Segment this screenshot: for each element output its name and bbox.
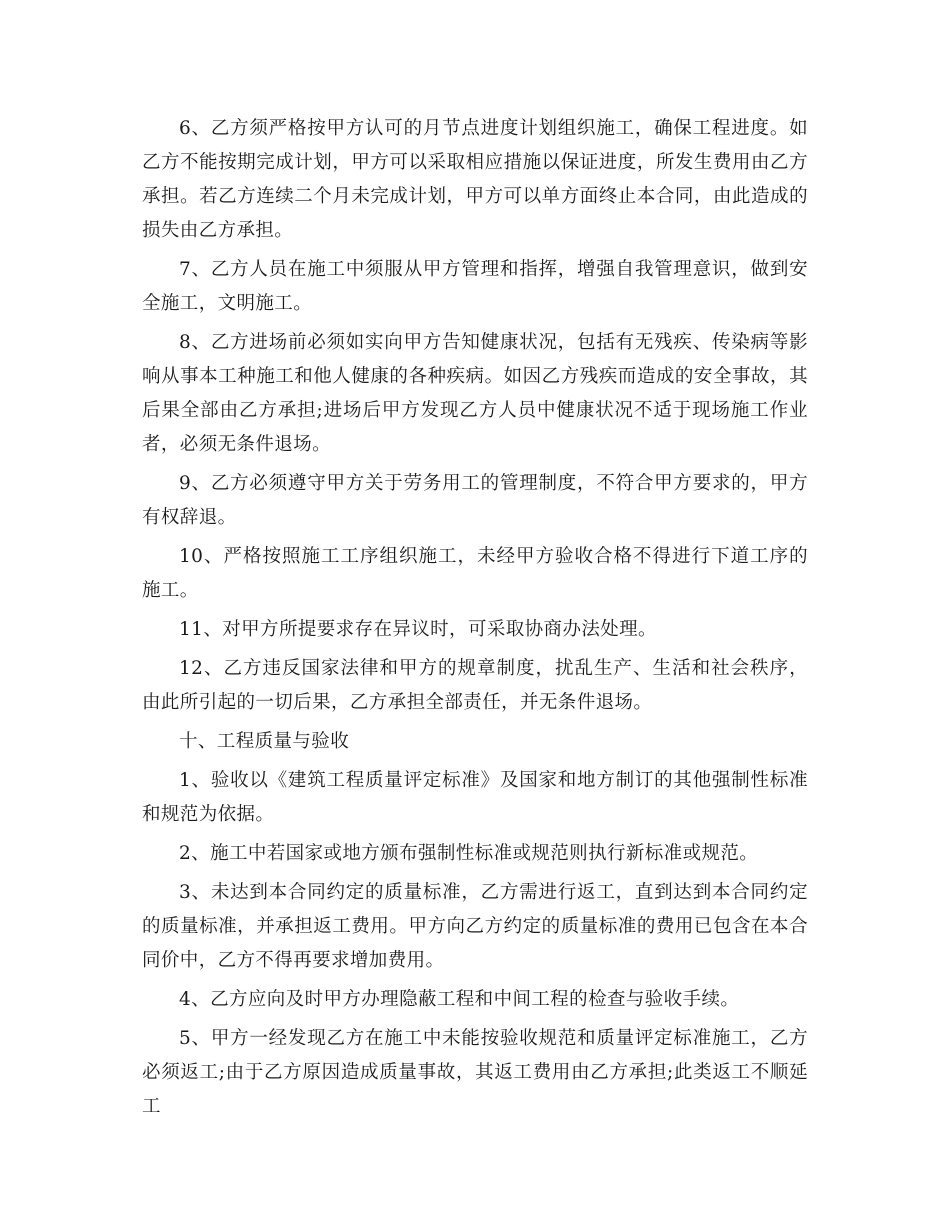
paragraph-clause-10: 10、严格按照施工工序组织施工，未经甲方验收合格不得进行下道工序的施工。 xyxy=(142,546,808,601)
paragraph-clause-12: 12、乙方违反国家法律和甲方的规章制度，扰乱生产、生活和社会秩序，由此所引起的一切后果，乙方承担全部责任，并无条件退场。 xyxy=(142,658,808,713)
paragraph-quality-4: 4、乙方应向及时甲方办理隐蔽工程和中间工程的检查与验收手续。 xyxy=(179,989,740,1010)
paragraph-clause-6: 6、乙方须严格按甲方认可的月节点进度计划组织施工，确保工程进度。如乙方不能按期完成计划，甲方可以采取相应措施以保证进度，所发生费用由乙方承担。若乙方连续二个月未完成计划，甲方可以单方面终止本合同，由此造成的损失由乙方承担。 xyxy=(142,118,808,241)
paragraph-quality-2: 2、施工中若国家或地方颁布强制性标准或规范则执行新标准或规范。 xyxy=(179,843,759,864)
paragraph-clause-9: 9、乙方必须遵守甲方关于劳务用工的管理制度，不符合甲方要求的，甲方有权辞退。 xyxy=(142,473,808,528)
paragraph-clause-11: 11、对甲方所提要求存在异议时，可采取协商办法处理。 xyxy=(179,619,657,640)
paragraph-quality-3: 3、未达到本合同约定的质量标准，乙方需进行返工，直到达到本合同约定的质量标准，并承担返工费用。甲方向乙方约定的质量标准的费用已包含在本合同价中，乙方不得再要求增加费用。 xyxy=(142,882,808,971)
paragraph-clause-7: 7、乙方人员在施工中须服从甲方管理和指挥，增强自我管理意识，做到安全施工，文明施工。 xyxy=(142,259,808,314)
document-body xyxy=(142,112,808,1129)
paragraph-quality-5: 5、甲方一经发现乙方在施工中未能按验收规范和质量评定标准施工，乙方必须返工;由于乙方原因造成质量事故，其返工费用由乙方承担;此类返工不顺延工 xyxy=(142,1028,808,1117)
paragraph-clause-8: 8、乙方进场前必须如实向甲方告知健康状况，包括有无残疾、传染病等影响从事本工种施工和他人健康的各种疾病。如因乙方残疾而造成的安全事故，其后果全部由乙方承担;进场后甲方发现乙方人员中健康状况不适于现场施工作业者，必须无条件退场。 xyxy=(142,332,808,455)
paragraph-quality-1: 1、验收以《建筑工程质量评定标准》及国家和地方制订的其他强制性标准和规范为依据。 xyxy=(142,770,808,825)
section-heading-quality-acceptance: 十、工程质量与验收 xyxy=(179,731,350,752)
